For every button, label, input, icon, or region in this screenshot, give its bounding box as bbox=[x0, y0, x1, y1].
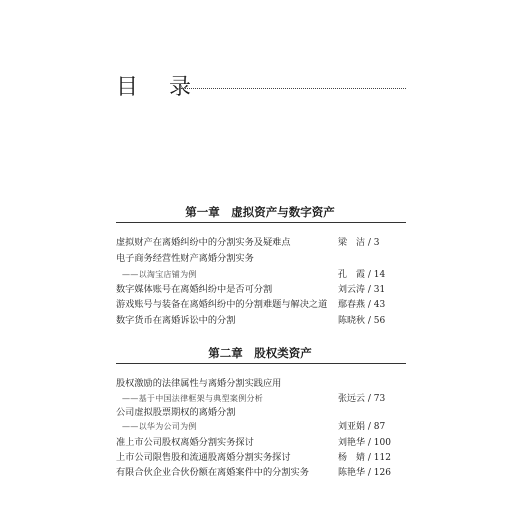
toc-entry[interactable] bbox=[116, 392, 406, 406]
toc-entry-title: 有限合伙企业合伙份额在离婚案件中的分割实务 bbox=[116, 467, 309, 478]
toc-entry[interactable] bbox=[116, 298, 406, 312]
toc-entry[interactable] bbox=[116, 436, 406, 450]
toc-entry[interactable] bbox=[116, 283, 406, 297]
toc-entry-author-page: 陈艳华 / 126 bbox=[338, 468, 391, 478]
toc-title-leader-dots bbox=[176, 88, 406, 89]
toc-entry-title: 数字货币在离婚诉讼中的分割 bbox=[116, 315, 236, 326]
toc-entry-author-page: 刘云涛 / 31 bbox=[338, 285, 386, 295]
toc-entry-subtitle: ——基于中国法律框架与典型案例分析 bbox=[122, 394, 264, 403]
toc-entry-author-page: 孔 霞 / 14 bbox=[338, 270, 386, 280]
toc-entry[interactable] bbox=[116, 377, 406, 391]
toc-entry[interactable] bbox=[116, 420, 406, 434]
toc-entry-subtitle: ——以华为公司为例 bbox=[122, 422, 197, 431]
toc-entry-title: 公司虚拟股票期权的离婚分割 bbox=[116, 407, 236, 418]
chapter-divider bbox=[116, 222, 406, 223]
toc-entry-title: 数字媒体账号在离婚纠纷中是否可分割 bbox=[116, 284, 273, 295]
toc-entry[interactable] bbox=[116, 406, 406, 420]
toc-entry-author-page: 刘亚娟 / 87 bbox=[338, 422, 386, 432]
toc-entry[interactable] bbox=[116, 252, 406, 266]
toc-entry[interactable] bbox=[116, 314, 406, 328]
toc-entry-author-page: 杨 婧 / 112 bbox=[338, 453, 391, 463]
toc-entry[interactable] bbox=[116, 268, 406, 282]
chapter-title: 第一章 虚拟资产与数字资产 bbox=[185, 205, 335, 219]
toc-entry[interactable] bbox=[116, 236, 406, 250]
toc-entry-author-page: 陈晓秋 / 56 bbox=[338, 316, 386, 326]
chapter-title: 第二章 股权类资产 bbox=[208, 346, 312, 360]
toc-entry-author-page: 鄢春燕 / 43 bbox=[338, 300, 386, 310]
chapter-divider bbox=[116, 363, 406, 364]
toc-entry-author-page: 张远云 / 73 bbox=[338, 394, 386, 404]
toc-entry[interactable] bbox=[116, 466, 406, 480]
toc-entry-title: 上市公司限售股和流通股离婚分割实务探讨 bbox=[116, 452, 291, 463]
toc-entry[interactable] bbox=[116, 451, 406, 465]
toc-entry-title: 准上市公司股权离婚分割实务探讨 bbox=[116, 437, 254, 448]
toc-title: 目 录 bbox=[116, 75, 203, 100]
toc-entry-title: 虚拟财产在离婚纠纷中的分割实务及疑难点 bbox=[116, 237, 291, 248]
toc-entry-title: 股权激励的法律属性与离婚分割实践应用 bbox=[116, 378, 282, 389]
toc-entry-author-page: 梁 洁 / 3 bbox=[338, 238, 380, 248]
toc-header bbox=[116, 70, 406, 100]
toc-entry-title: 电子商务经营性财产离婚分割实务 bbox=[116, 253, 254, 264]
toc-entry-subtitle: ——以淘宝店铺为例 bbox=[122, 270, 197, 279]
toc-entry-title: 游戏账号与装备在离婚纠纷中的分割难题与解决之道 bbox=[116, 299, 328, 310]
toc-entry-author-page: 刘艳华 / 100 bbox=[338, 438, 391, 448]
